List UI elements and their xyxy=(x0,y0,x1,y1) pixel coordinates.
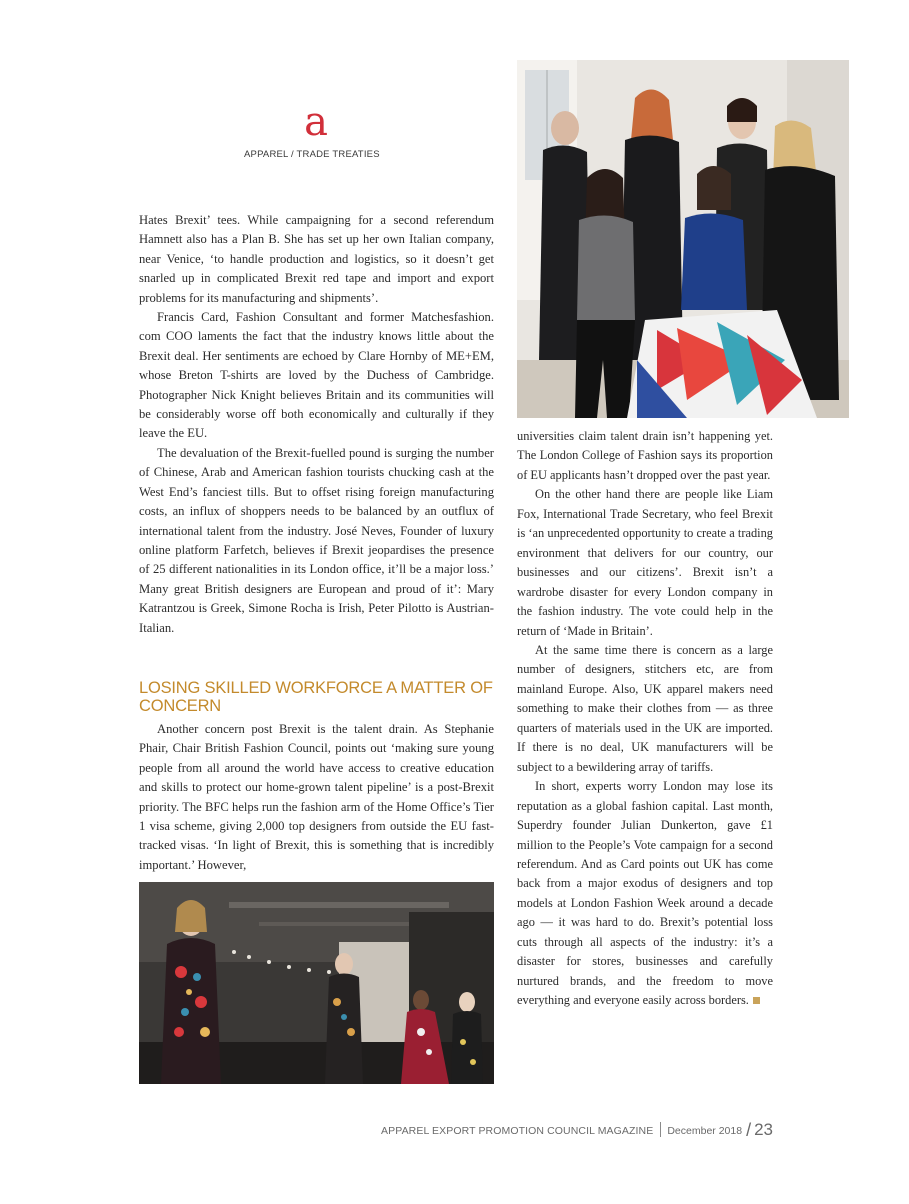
right-column-text xyxy=(517,427,773,1011)
paragraph: Hates Brexit’ tees. While campaigning for a second referendum Hamnett also has a Plan B. She has set up her own Italian company, near Venice, ‘to handle production and logistics, so it doesn’t get snarled up in complicated Brexit red tape and import and export problems for its manufacturing and shipments’. xyxy=(139,213,494,305)
footer-divider xyxy=(660,1122,661,1137)
paragraph: At the same time there is concern as a large number of designers, stitchers etc, are from mainland Europe. Also, UK apparel makers need something to make their clothes from — as three quarters of materials used in the UK are imported. If there is no deal, UK manufacturers will be subject to a bewildering array of tariffs. xyxy=(517,642,773,774)
left-column-bottom-text xyxy=(139,720,494,875)
paragraph: universities claim talent drain isn’t happening yet. The London College of Fashion says its proportion of EU applicants hasn’t dropped over the past year. xyxy=(517,429,773,482)
paragraph: The devaluation of the Brexit-fuelled pound is surging the number of Chinese, Arab and American fashion tourists chucking cash at the West End’s fanciest tills. But to offset rising foreign manufacturing costs, an influx of shoppers needs to be balanced by an outflux of international talent from the industry. José Neves, Founder of luxury online platform Farfetch, believes if Brexit jeopardises the presence of 25 different nationalities in its London office, it’ll be a major loss.’ Many great British designers are European and proud of it’: Mary Katrantzou is Greek, Simone Rocha is Irish, Peter Pilotto is Austrian-Italian. xyxy=(139,445,494,635)
section-label: APPAREL / TRADE TREATIES xyxy=(244,149,380,160)
page-number: 23 xyxy=(754,1120,773,1139)
magazine-name: APPAREL EXPORT PROMOTION COUNCIL MAGAZINE xyxy=(381,1125,654,1137)
paragraph-text: In short, experts worry London may lose its reputation as a global fashion capital. Last month, Superdry founder Julian Dunkerton, gave £1 million to the People’s Vote campaign for a second referendum. And as Card points out UK has come back from a major exodus of designers and top models at London Fashion Week around a decade ago — it was hard to do. Brexit’s potential loss cuts through all aspects of the industry: it’s a disaster for stores, businesses and carefully nurtured brands, and the freedom to move everything and everyone easily across borders. xyxy=(517,779,773,1008)
paragraph: On the other hand there are people like Liam Fox, International Trade Secretary, who feel Brexit is ‘an unprecedented opportunity to create a trading environment that delivers for our country, our businesses and our citizens’. Brexit isn’t a wardrobe disaster for every London company in the fashion industry. The vote could help in the return of ‘Made in Britain’. xyxy=(517,487,773,638)
paragraph: Francis Card, Fashion Consultant and former Matchesfashion. com COO laments the fact that the industry knows little about the Brexit deal. Her sentiments are echoed by Clare Hornby of ME+EM, whose Breton T-shirts are loved by the Duchess of Cambridge. Photographer Nick Knight believes Britain and its communities will be considerably worse off both economically and culturally if they leave the EU. xyxy=(139,310,494,441)
footer-slash: / xyxy=(746,1120,752,1140)
section-subheading: LOSING SKILLED WORKFORCE A MATTER OF CONCERN xyxy=(139,679,493,715)
paragraph xyxy=(517,777,773,1010)
left-column-top-text xyxy=(139,211,494,638)
article-end-mark xyxy=(753,997,760,1004)
page-footer xyxy=(300,1120,773,1141)
issue-date: December 2018 xyxy=(667,1125,743,1137)
runway-photo xyxy=(139,882,494,1084)
designers-group-photo xyxy=(517,60,849,418)
magazine-logo: a xyxy=(304,99,328,145)
paragraph: Another concern post Brexit is the talent drain. As Stephanie Phair, Chair British Fashion Council, points out ‘making sure young people from all around the world have access to creative education and skills to protect our home-grown talent pipeline’ is a post-Brexit priority. The BFC helps run the fashion arm of the Home Office’s Tier 1 visa scheme, giving 2,000 top designers from outside the EU fast-tracked visas. ‘In light of Brexit, this is something that is incredibly important.’ However, xyxy=(139,722,494,872)
